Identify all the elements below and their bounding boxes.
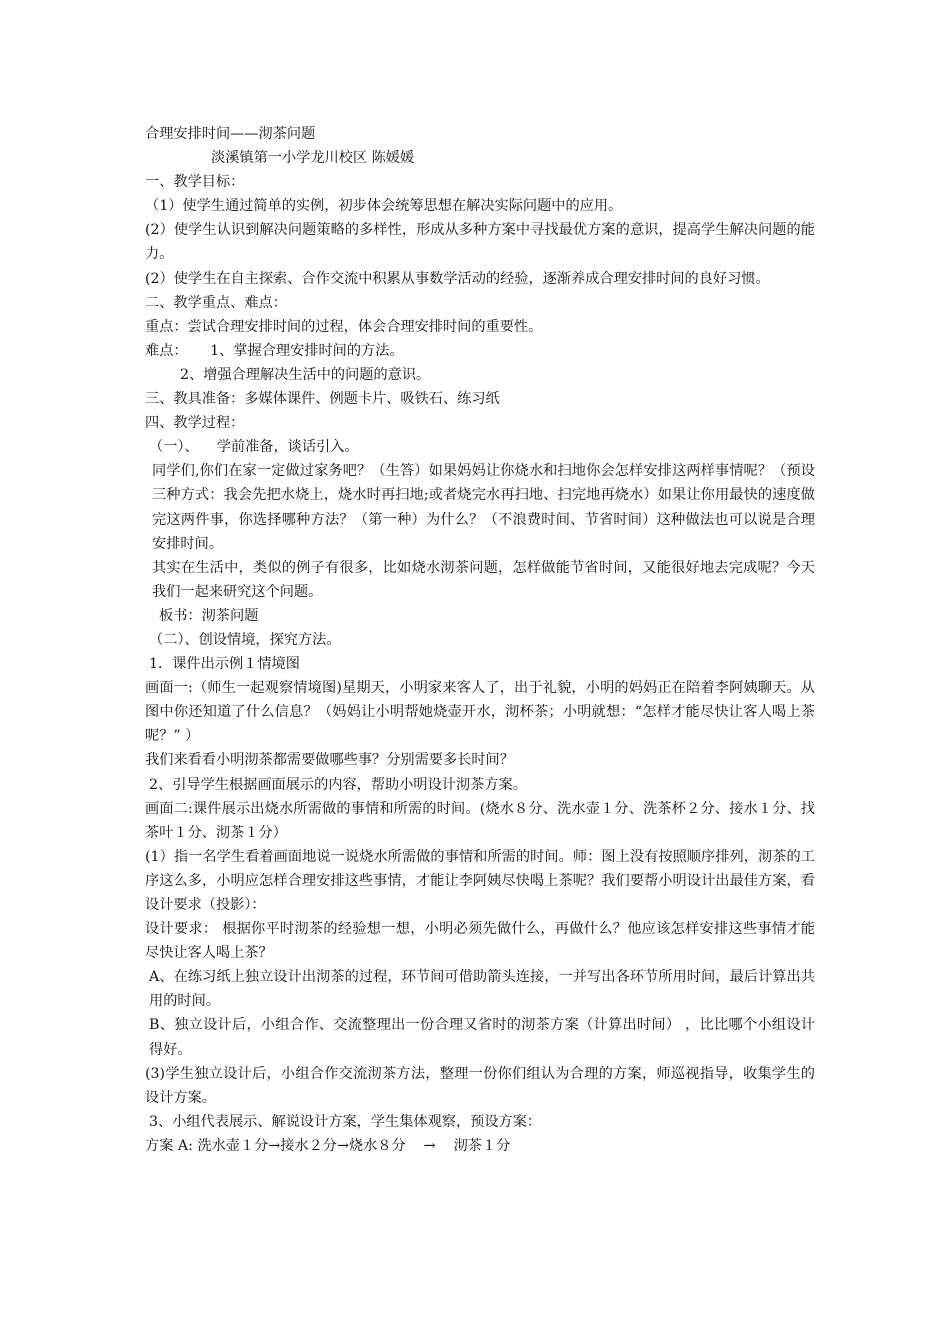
step-2-sub-1: (1）指一名学生看着画面地说一说烧水所需做的事情和所需的时间。师：图上没有按照顺序排列，沏茶的工序这么多，小明应怎样合理安排这些事情，才能让李阿姨尽快喝上茶呢？我们要帮小明设计出最佳方案，看设计要求（投影）： bbox=[145, 848, 815, 913]
difficulty-2: 2、增强合理解决生活中的问题的意识。 bbox=[180, 366, 431, 383]
section-heading: 二、教学重点、难点： bbox=[145, 294, 287, 311]
document-body bbox=[145, 122, 815, 1158]
step-1: 1．课件出示例１情境图 bbox=[149, 656, 300, 673]
objective-1: （1）使学生通过简单的实例，初步体会统筹思想在解决实际问题中的应用。 bbox=[145, 198, 623, 215]
teaching-aids: 三、教具准备：多媒体课件、例题卡片、吸铁石、练习纸 bbox=[145, 391, 500, 408]
subsection-heading: （二）、创设情境，探究方法。 bbox=[149, 631, 341, 648]
key-point: 重点：尝试合理安排时间的过程，体会合理安排时间的重要性。 bbox=[145, 318, 543, 335]
author-line: 淡溪镇第一小学龙川校区 陈媛媛 bbox=[211, 150, 415, 167]
requirement-b: B、独立设计后，小组合作、交流整理出一份合理又省时的沏茶方案（计算出时间） ，比比哪个小组设计得好。 bbox=[149, 1017, 815, 1058]
paragraph: 同学们,你们在家一定做过家务吧？（生答）如果妈妈让你烧水和扫地你会怎样安排这两样事情呢？（预设三种方式：我会先把水烧上，烧水时再扫地;或者烧完水再扫地、扫完地再烧水）如果让你用最快的速度做完这两件事，你选择哪种方法？（第一种）为什么？（不浪费时间、节省时间）这种做法也可以说是合理安排时间。 bbox=[152, 463, 815, 552]
step-2: 2、引导学生根据画面展示的内容，帮助小明设计沏茶方案。 bbox=[149, 776, 527, 793]
plan-a: 方案 A: 洗水壶１分→接水２分→烧水８分 → 沏茶１分 bbox=[145, 1137, 511, 1154]
question: 我们来看看小明沏茶都需要做哪些事？分别需要多长时间？ bbox=[145, 752, 514, 769]
design-requirements: 设计要求： 根据你平时沏茶的经验想一想，小明必须先做什么，再做什么？他应该怎样安排这些事情才能尽快让客人喝上茶？ bbox=[145, 921, 815, 962]
board-writing: 板书：沏茶问题 bbox=[159, 607, 259, 624]
section-heading: 四、教学过程： bbox=[145, 415, 245, 432]
section-heading: 一、教学目标： bbox=[145, 174, 245, 191]
subsection-heading: （一）、 学前准备，谈话引入。 bbox=[149, 439, 359, 456]
paragraph: 其实在生活中，类似的例子有很多，比如烧水沏茶问题，怎样做能节省时间，又能很好地去完成呢？今天我们一起来研究这个问题。 bbox=[152, 559, 815, 600]
difficulty-1: 难点： 1、掌握合理安排时间的方法。 bbox=[145, 342, 404, 359]
document-title: 合理安排时间——沏茶问题 bbox=[145, 126, 316, 142]
objective-2: (2）使学生认识到解决问题策略的多样性，形成从多种方案中寻找最优方案的意识，提高学生解决问题的能力。 bbox=[145, 222, 815, 263]
scene-two: 画面二:课件展示出烧水所需做的事情和所需的时间。(烧水８分、洗水壶１分、洗茶杯２分、接水１分、找茶叶１分、沏茶１分） bbox=[145, 800, 815, 841]
step-3: 3、小组代表展示、解说设计方案，学生集体观察，预设方案： bbox=[149, 1113, 542, 1130]
objective-3: (2）使学生在自主探索、合作交流中积累从事数学活动的经验，逐渐养成合理安排时间的良好习惯。 bbox=[145, 270, 770, 287]
step-2-sub-3: (3)学生独立设计后，小组合作交流沏茶方法，整理一份你们组认为合理的方案，师巡视指导，收集学生的设计方案。 bbox=[145, 1065, 815, 1106]
scene-one: 画面一:（师生一起观察情境图)星期天，小明家来客人了，出于礼貌，小明的妈妈正在陪着李阿姨聊天。从图中你还知道了什么信息？（妈妈让小明帮她烧壶开水，沏杯茶；小明就想：“怎样才能尽快让客人喝上茶呢？” ） bbox=[145, 680, 815, 745]
requirement-a: A、在练习纸上独立设计出沏茶的过程，环节间可借助箭头连接，一并写出各环节所用时间，最后计算出共用的时间。 bbox=[149, 969, 815, 1010]
